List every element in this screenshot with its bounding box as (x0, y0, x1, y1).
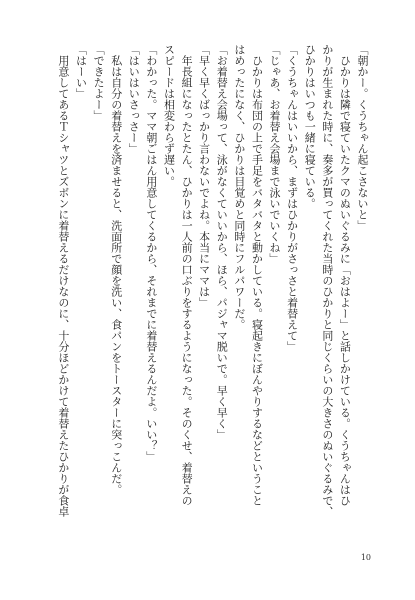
text-line: 「わかった。ママ朝ごはん用意してくるから、それまでに着替えるんだよ。いい？」 (144, 44, 158, 462)
page-number: 10 (360, 553, 371, 562)
text-line: 「お着替え会場って、泳がなくていいから、ほら、パジャマ脱いで。早く早く」 (215, 44, 229, 440)
text-line: ひかりは布団の上で手足をバタバタと動かしている。寝起きにぼんやりするなどということ (250, 44, 264, 506)
text-line: 「はいはいさっさー」 (127, 44, 141, 154)
text-line: 「できたよー」 (92, 44, 106, 121)
text-line: ひかりは隣で寝ていたクマのぬいぐるみに「おはよー」と話しかけている。くうちゃんはひ (338, 44, 352, 506)
text-line: かりが生まれた時に、奏多が買ってくれた当時のひかりと同じくらいの大きさのぬいぐるみで、 (320, 44, 334, 517)
body-text (54, 44, 371, 544)
text-line: 「じゃあ、お着替え会場まで泳いでいくね」 (268, 44, 282, 264)
text-line: 「くうちゃんはいいから、まずはひかりがさっさと着替えて」 (285, 44, 299, 352)
text-line: 用意してあるＴシャツとズボンに着替えるだけなのに、十分ほどかけて着替えたひかりが食卓 (56, 44, 70, 517)
text-line: 年長組になったとたん、ひかりは一人前の口ぶりをするようになった。そのくせ、着替えの (180, 44, 194, 506)
text-line: 「はーい」 (74, 44, 88, 99)
text-line: 私は自分の着替えを済ませると、洗面所で顔を洗い、食パンをトースターに突っこんだ。 (109, 44, 123, 495)
text-line: ひかりはいつも一緒に寝ている。 (303, 44, 317, 209)
text-line: 「早く早くばっかり言わないでよね。本当にママは」 (197, 44, 211, 308)
text-line: はめったになく、ひかりは目覚めと同時にフルパワーだ。 (232, 44, 246, 330)
text-line: 「朝かー。くうちゃん起こさないと」 (356, 44, 369, 231)
text-line: スピードは相変わらず遅い。 (162, 44, 176, 187)
